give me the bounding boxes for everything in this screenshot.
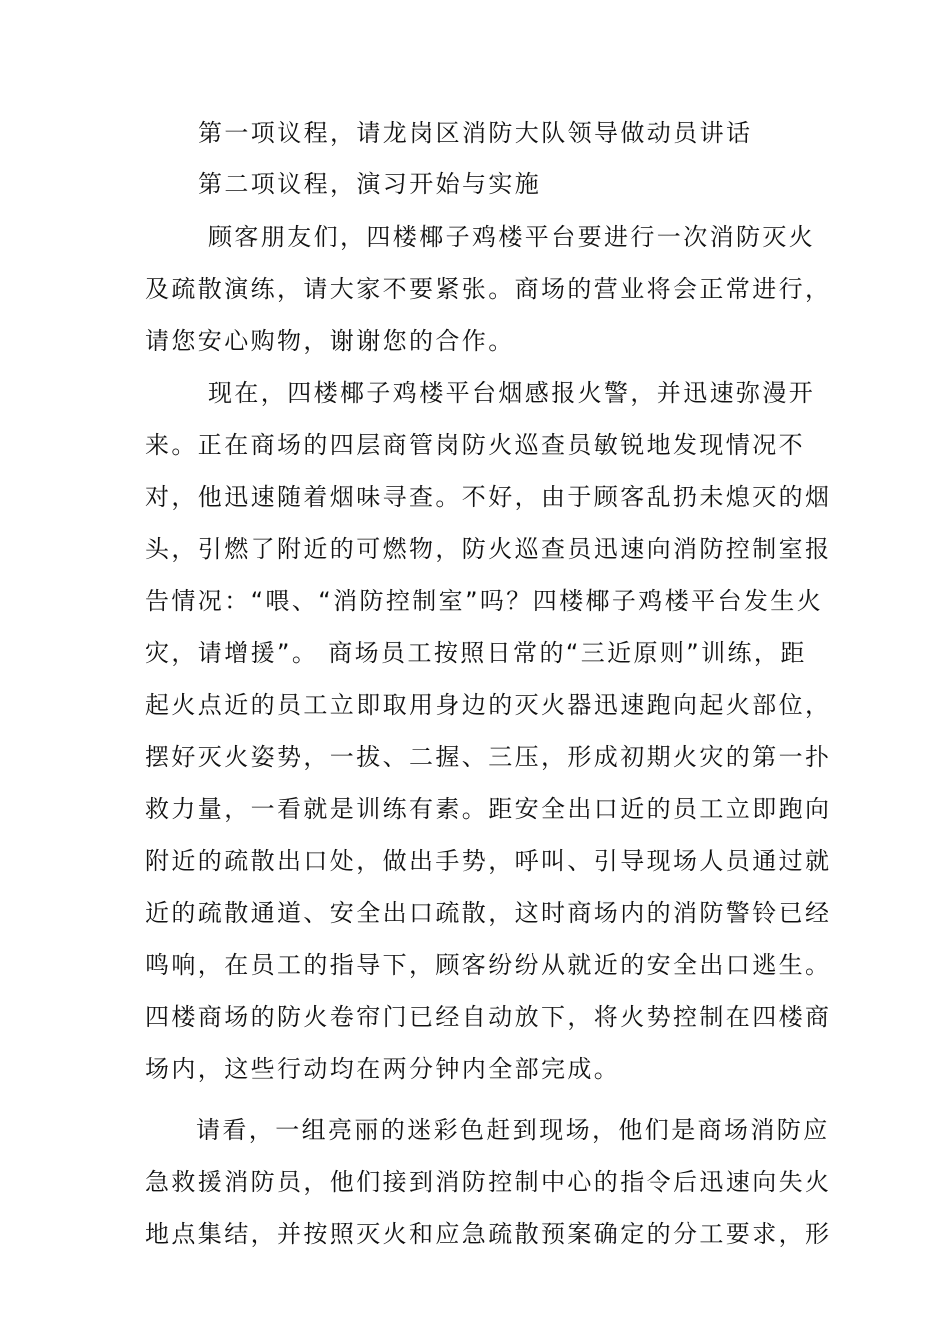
paragraph-1-line-3: 请您安心购物，谢谢您的合作。 bbox=[145, 327, 515, 355]
paragraph-2-line-1: 现在，四楼椰子鸡楼平台烟感报火警，并迅速弥漫开 bbox=[208, 379, 816, 407]
paragraph-2-line-8: 摆好灭火姿势，一拔、二握、三压，形成初期火灾的第一扑 bbox=[145, 743, 832, 771]
paragraph-1-line-1: 顾客朋友们，四楼椰子鸡楼平台要进行一次消防灭火 bbox=[208, 223, 816, 251]
agenda-item-2: 第二项议程，演习开始与实施 bbox=[198, 170, 542, 198]
paragraph-3-line-1: 请看，一组亮丽的迷彩色赶到现场，他们是商场消防应 bbox=[196, 1116, 830, 1144]
paragraph-2-line-7: 起火点近的员工立即取用身边的灭火器迅速跑向起火部位， bbox=[145, 691, 832, 719]
paragraph-2-line-6: 灾，请增援”。 商场员工按照日常的“三近原则”训练，距 bbox=[145, 639, 807, 667]
agenda-item-1: 第一项议程，请龙岗区消防大队领导做动员讲话 bbox=[198, 119, 753, 147]
paragraph-3-line-3: 地点集结，并按照灭火和应急疏散预案确定的分工要求，形 bbox=[145, 1220, 832, 1248]
paragraph-1-line-2: 及疏散演练，请大家不要紧张。商场的营业将会正常进行， bbox=[145, 275, 832, 303]
paragraph-2-line-10: 附近的疏散出口处，做出手势，呼叫、引导现场人员通过就 bbox=[145, 847, 832, 875]
paragraph-2-line-12: 鸣响，在员工的指导下，顾客纷纷从就近的安全出口逃生。 bbox=[145, 951, 832, 979]
paragraph-2-line-13: 四楼商场的防火卷帘门已经自动放下，将火势控制在四楼商 bbox=[145, 1003, 832, 1031]
paragraph-2-line-3: 对，他迅速随着烟味寻查。不好，由于顾客乱扔未熄灭的烟 bbox=[145, 483, 832, 511]
paragraph-2-line-14: 场内，这些行动均在两分钟内全部完成。 bbox=[145, 1055, 621, 1083]
paragraph-2-line-11: 近的疏散通道、安全出口疏散，这时商场内的消防警铃已经 bbox=[145, 899, 832, 927]
paragraph-2-line-9: 救力量，一看就是训练有素。距安全出口近的员工立即跑向 bbox=[145, 795, 832, 823]
paragraph-2-line-2: 来。正在商场的四层商管岗防火巡查员敏锐地发现情况不 bbox=[145, 431, 805, 459]
paragraph-2-line-5: 告情况：“喂、“消防控制室”吗？四楼椰子鸡楼平台发生火 bbox=[145, 587, 824, 615]
paragraph-2-line-4: 头，引燃了附近的可燃物，防火巡查员迅速向消防控制室报 bbox=[145, 535, 832, 563]
paragraph-3-line-2: 急救援消防员，他们接到消防控制中心的指令后迅速向失火 bbox=[145, 1168, 832, 1196]
